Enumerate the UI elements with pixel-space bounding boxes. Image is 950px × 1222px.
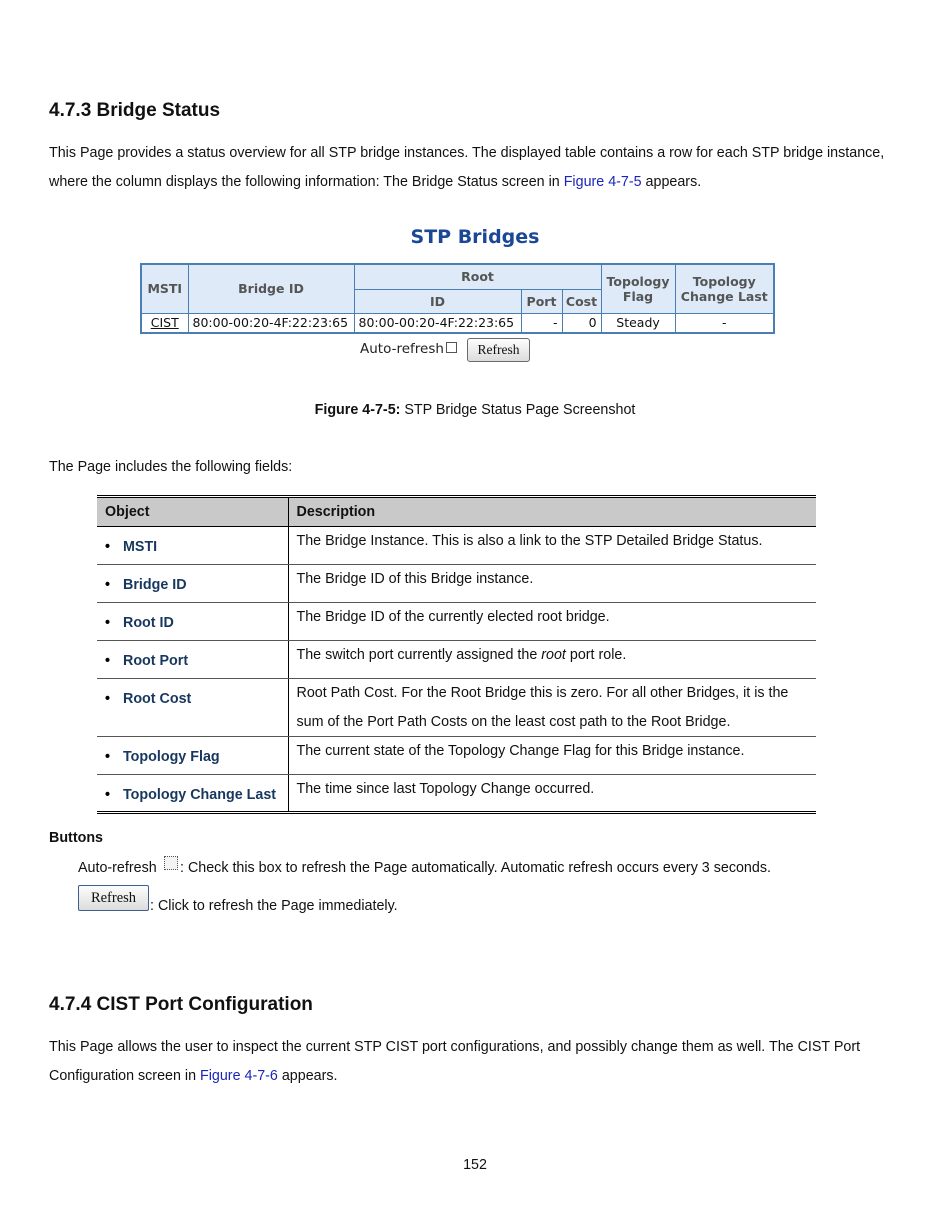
intro-text-end: appears. bbox=[277, 1067, 338, 1084]
caption-label: Figure 4-7-5: bbox=[314, 402, 401, 418]
bullet: • bbox=[105, 691, 111, 707]
intro-line-1: This Page provides a status overview for all STP bridge instances. The displayed table contains a row for each STP bridge instance, bbox=[49, 145, 885, 161]
buttons-heading: Buttons bbox=[49, 830, 103, 846]
col-bridge-id: Bridge ID bbox=[188, 264, 354, 313]
col-topology-change-last: Topology Change Last bbox=[675, 264, 774, 313]
refresh-button[interactable]: Refresh bbox=[467, 338, 530, 362]
table-row bbox=[97, 737, 816, 775]
bullet: • bbox=[105, 615, 111, 631]
caption-text: STP Bridge Status Page Screenshot bbox=[400, 402, 636, 418]
figure-link[interactable]: Figure 4-7-6 bbox=[200, 1067, 278, 1084]
auto-refresh-checkbox-sample[interactable] bbox=[164, 856, 178, 870]
table-row bbox=[97, 603, 816, 641]
object-name: Topology Flag bbox=[123, 749, 220, 765]
page-number: 152 bbox=[463, 1157, 487, 1173]
auto-refresh-checkbox[interactable] bbox=[446, 342, 457, 353]
bullet: • bbox=[105, 749, 111, 765]
auto-refresh-text: Auto-refresh bbox=[78, 860, 157, 876]
object-description: The Bridge ID of this Bridge instance. bbox=[296, 571, 534, 587]
intro-line-2 bbox=[49, 1062, 894, 1091]
auto-refresh-explanation bbox=[78, 860, 157, 876]
table-row bbox=[97, 679, 816, 737]
auto-refresh-label: Auto-refresh bbox=[360, 341, 444, 357]
object-description: The Bridge ID of the currently elected root bridge. bbox=[296, 609, 610, 625]
figure-link[interactable]: Figure 4-7-5 bbox=[563, 173, 642, 190]
col-topology-flag: Topology Flag bbox=[601, 264, 675, 313]
object-name: Root ID bbox=[123, 615, 174, 631]
msti-cist-link[interactable]: CIST bbox=[150, 315, 179, 330]
object-description: The Bridge Instance. This is also a link to the STP Detailed Bridge Status. bbox=[296, 533, 763, 549]
cell-topology-flag: Steady bbox=[601, 313, 675, 333]
col-root-port: Port bbox=[521, 289, 562, 313]
intro-text: Configuration screen in bbox=[49, 1067, 200, 1084]
bullet: • bbox=[105, 787, 111, 803]
table-row bbox=[97, 565, 816, 603]
table-row bbox=[97, 775, 816, 813]
col-root: Root bbox=[354, 264, 601, 289]
col-root-id: ID bbox=[354, 289, 521, 313]
section2-intro bbox=[49, 1033, 894, 1090]
fields-intro: The Page includes the following fields: bbox=[49, 459, 293, 475]
section-heading-bridge-status: 4.7.3 Bridge Status bbox=[49, 100, 221, 121]
auto-refresh-desc: : Check this box to refresh the Page automatically. Automatic refresh occurs every 3 seconds. bbox=[180, 860, 771, 876]
stp-bridge-row bbox=[141, 313, 774, 333]
intro-text-end: appears. bbox=[641, 173, 702, 190]
object-name: MSTI bbox=[123, 539, 158, 555]
object-description: The current state of the Topology Change Flag for this Bridge instance. bbox=[296, 743, 745, 759]
refresh-desc: : Click to refresh the Page immediately. bbox=[150, 898, 398, 914]
object-description: The switch port currently assigned the root port role. bbox=[296, 647, 627, 663]
object-name: Root Cost bbox=[123, 691, 192, 707]
bullet: • bbox=[105, 653, 111, 669]
intro-line-1: This Page allows the user to inspect the current STP CIST port configurations, and possibly change them as well. The CIST Port bbox=[49, 1039, 861, 1055]
object-description: The time since last Topology Change occurred. bbox=[296, 781, 595, 797]
cell-root-cost: 0 bbox=[562, 313, 601, 333]
figure-caption bbox=[0, 402, 950, 418]
object-name: Bridge ID bbox=[123, 577, 187, 593]
section-heading-cist-port-config: 4.7.4 CIST Port Configuration bbox=[49, 994, 313, 1015]
intro-line-2 bbox=[49, 168, 894, 197]
section-intro bbox=[49, 139, 894, 196]
fields-table bbox=[97, 495, 816, 814]
intro-text: where the column displays the following information: The Bridge Status screen in bbox=[49, 173, 564, 190]
refresh-button-sample[interactable]: Refresh bbox=[78, 885, 149, 911]
col-root-cost: Cost bbox=[562, 289, 601, 313]
object-description: Root Path Cost. For the Root Bridge this is zero. For all other Bridges, it is the sum of the Port Path Costs on the least cost path to the Root Bridge. bbox=[296, 685, 789, 730]
bullet: • bbox=[105, 539, 111, 555]
stp-bridges-title: STP Bridges bbox=[410, 226, 540, 248]
table-row bbox=[97, 641, 816, 679]
cell-bridge-id: 80:00-00:20-4F:22:23:65 bbox=[188, 313, 354, 333]
bullet: • bbox=[105, 577, 111, 593]
header-description: Description bbox=[288, 497, 816, 527]
cell-root-port: - bbox=[521, 313, 562, 333]
cell-topology-change-last: - bbox=[675, 313, 774, 333]
object-name: Root Port bbox=[123, 653, 189, 669]
header-object: Object bbox=[97, 497, 288, 527]
stp-bridges-table bbox=[140, 263, 775, 334]
cell-root-id: 80:00-00:20-4F:22:23:65 bbox=[354, 313, 521, 333]
table-row bbox=[97, 527, 816, 565]
object-name: Topology Change Last bbox=[123, 787, 277, 803]
col-msti: MSTI bbox=[141, 264, 188, 313]
